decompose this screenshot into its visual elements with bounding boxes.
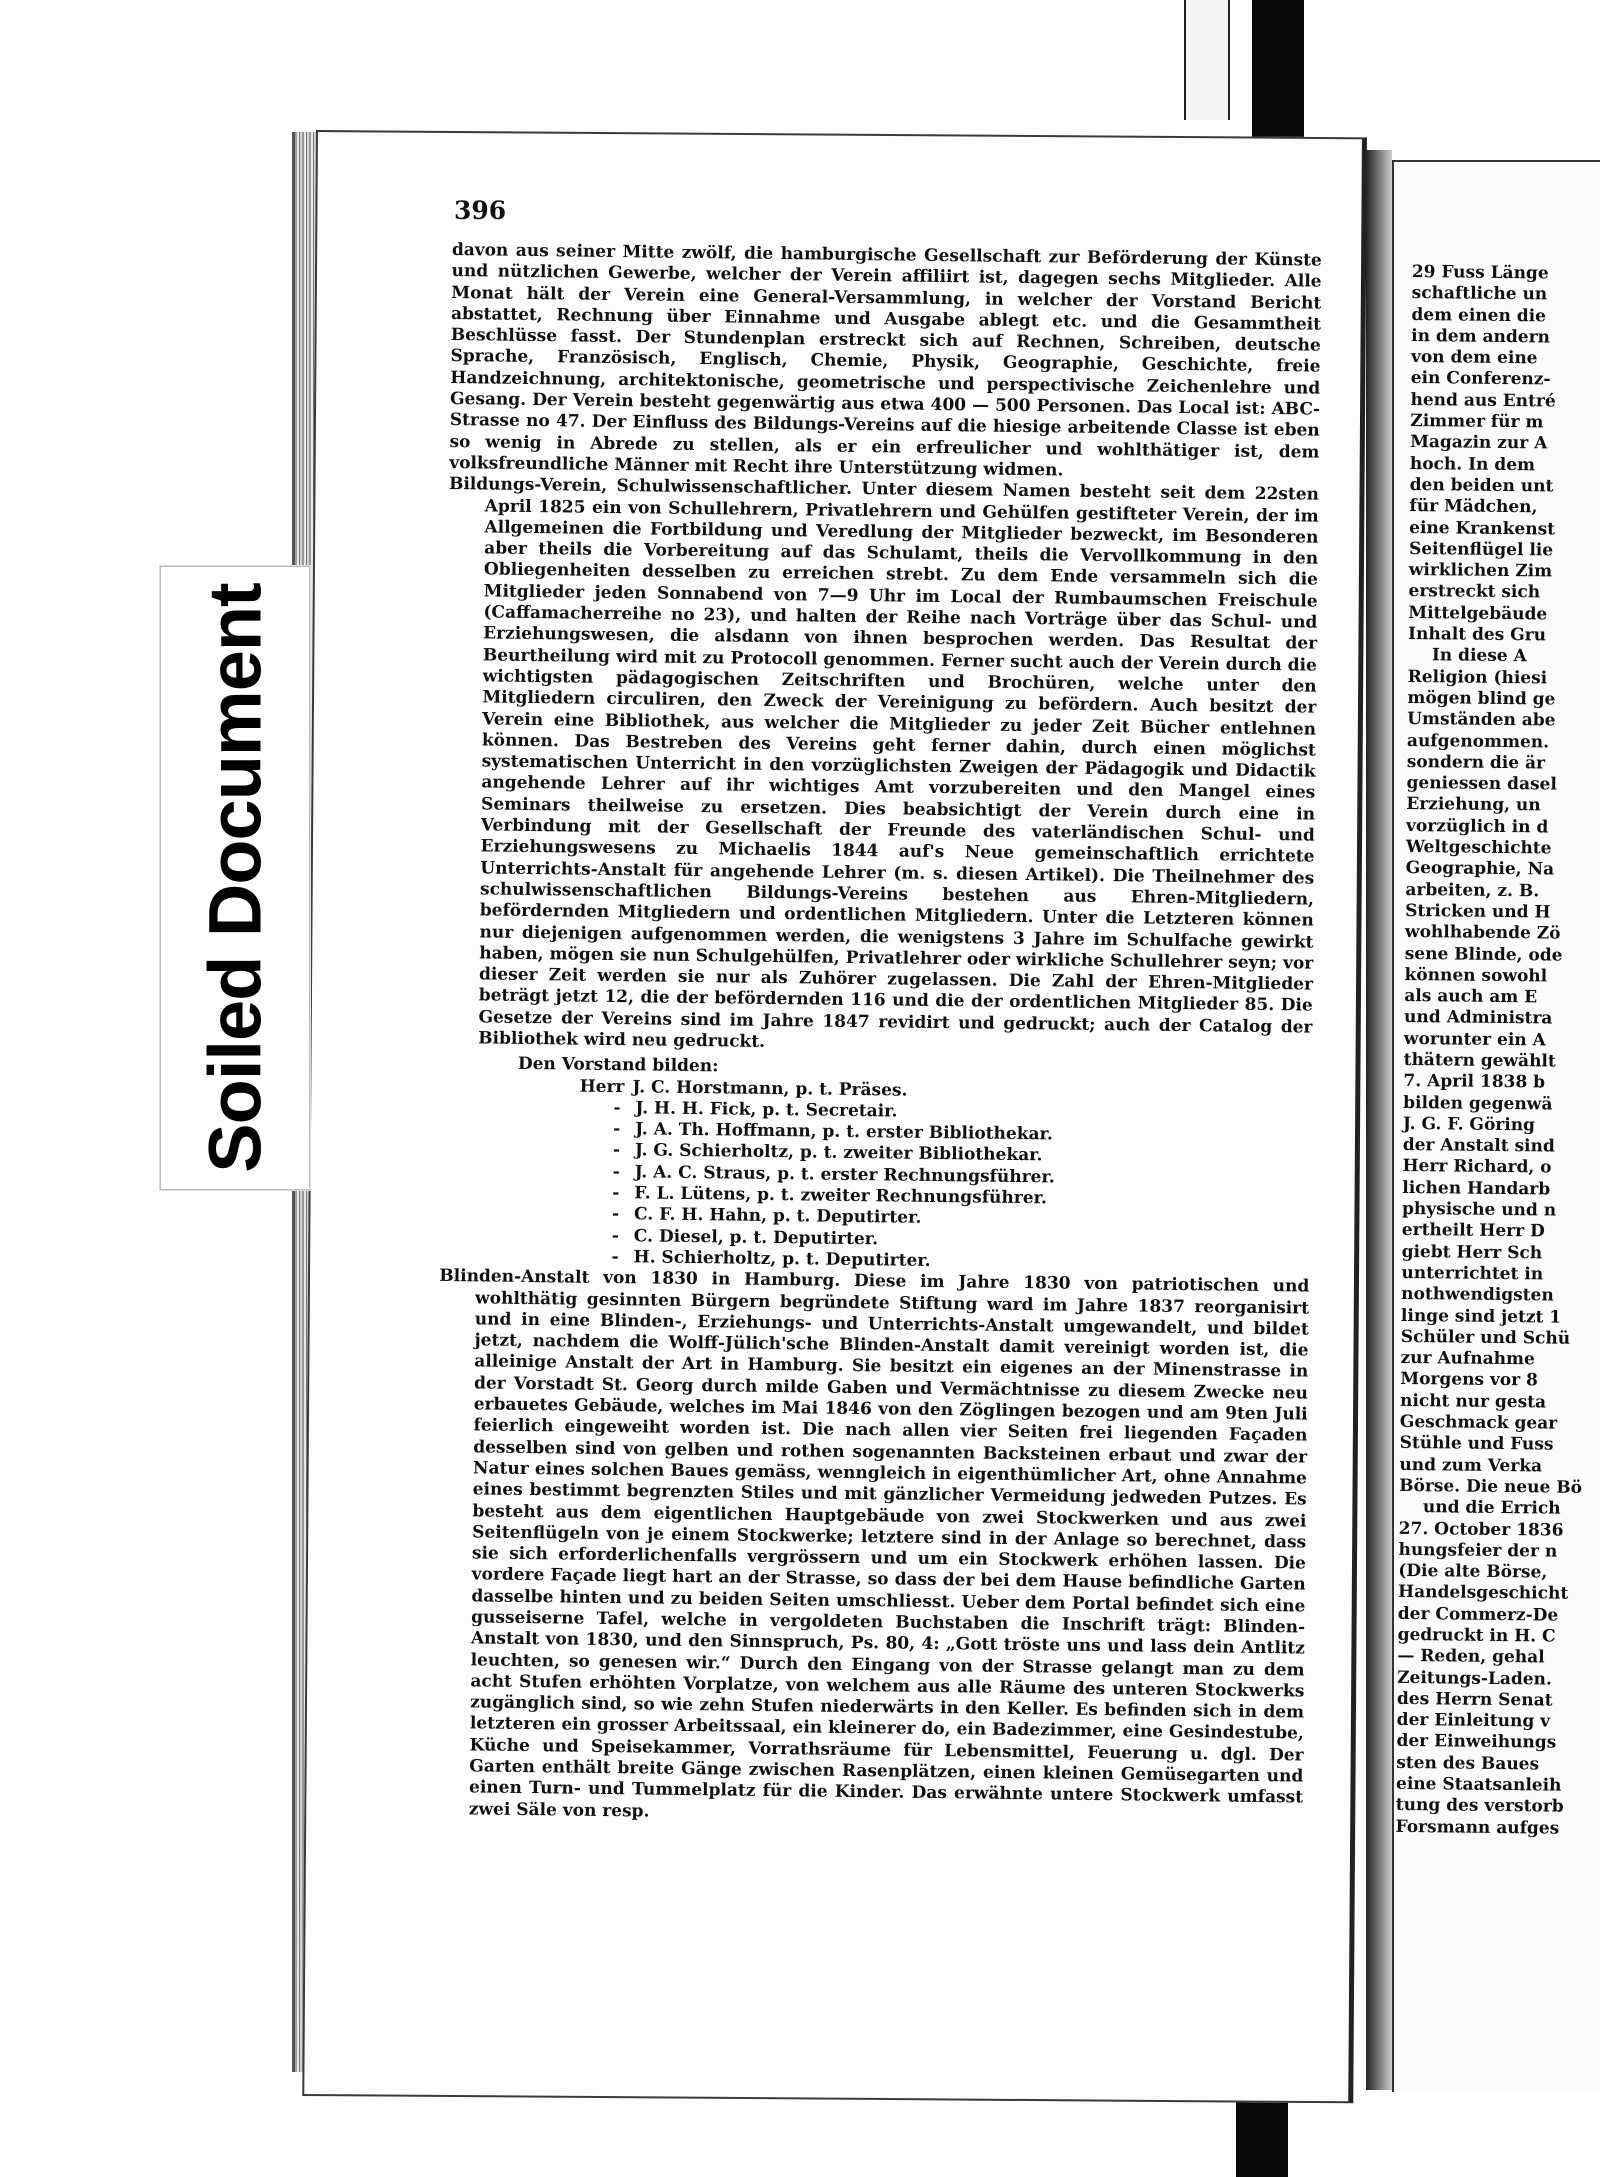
- board-member-prefix: -: [612, 1183, 620, 1204]
- facing-line: Weltgeschichte: [1405, 836, 1552, 859]
- facing-line: Zeitungs-Laden.: [1397, 1667, 1552, 1690]
- facing-line: und zum Verka: [1399, 1454, 1543, 1477]
- facing-line: erstreckt sich: [1408, 581, 1541, 603]
- facing-page: [1392, 160, 1600, 2092]
- facing-line: hoch. In dem: [1409, 453, 1536, 475]
- board-member-name: H. Schierholtz, p. t. Deputirter.: [633, 1247, 931, 1271]
- board-member-prefix: -: [611, 1225, 620, 1246]
- facing-line: Geographie, Na: [1405, 858, 1555, 880]
- facing-line: sondern die är: [1406, 751, 1546, 774]
- facing-line: arbeiten, z. B.: [1405, 879, 1540, 901]
- facing-line: ertheilt Herr D: [1401, 1220, 1545, 1242]
- facing-line: In diese A: [1431, 645, 1527, 667]
- facing-line: Erziehung, un: [1406, 794, 1541, 816]
- facing-line: dem einen die: [1411, 304, 1547, 326]
- facing-line: unterrichtet in: [1401, 1262, 1544, 1285]
- book-gutter: [1366, 150, 1392, 2090]
- facing-line: in dem andern: [1411, 325, 1551, 348]
- entry-blinden-anstalt: Blinden-Anstalt von 1830 in Hamburg. Diese im Jahre 1830 von patriotischen und wohlthätig gesinnten Bürgern begründete Stiftung ward im Jahre 1837 reorganisirt und in eine Blinden-, Erziehungs- und Unterrichts-Anstalt umgewandelt, und bildet jetzt, nachdem die Wolff-Jülich'sche Blinden-Anstalt damit vereinigt worden ist, die alleinige Anstalt der Art in Hamburg. Sie besitzt ein eigenes an der Minenstrasse in der Vorstadt St. Georg durch milde Gaben und Vermächtnisse zu diesem Zwecke neu erbauetes Gebäude, welches im Mai 1846 von den Zöglingen bezogen und am 9ten Juli feierlich eingeweiht worden ist. Die nach allen vier Seiten frei liegenden Façaden desselben sind von gelben und rothen sogenannten Backsteinen erbaut und zwar der Natur eines solchen Baues gemäss, wenngleich in eigenthümlicher Art, ohne Annahme eines bestimmt begrenzten Stiles und mit gänzlicher Vermeidung jedweden Putzes. Es besteht aus dem eigentlichen Hauptgebäude von zwei Stockwerken und aus zwei Seitenflügeln von je einem Stockwerke; letztere sind in der Anlage so berechnet, dass sie sich erforderlichenfalls vergrössern und um ein Stockwerk erhöhen lassen. Die vordere Façade liegt hart an der Strasse, so dass der bei dem Hause befindliche Garten dasselbe hinten und zu beiden Seiten umschliesst. Ueber dem Portal befindet sich eine gusseiserne Tafel, welche in vergoldeten Buchstaben die Inschrift trägt: Blinden-Anstalt von 1830, und den Sinnspruch, Ps. 80, 4: „Gott tröste uns und lass dein Antlitz leuchten, so genesen wir.“ Durch den Eingang von der Strasse gelangt man zu dem acht Stufen erhöhten Vorplatze, von welchem aus alle Räume des unteren Stockwerks zugänglich sind, so wie zehn Stufen niederwärts in den Keller. Es befinden sich in dem letzteren ein grosser Arbeitssaal, ein kleinerer do, ein Badezimmer, eine Gesindestube, Küche und Speisekammer, Vorrathsräume für Lebensmittel, Feuerung u. dgl. Der Garten enthält breite Gänge zwischen Rasenplätzen, einen kleinen Gemüsegarten und einen Turn- und Tummelplatz für die Kinder. Das erwähnte untere Stockwerk umfasst zwei Säle von resp.: [439, 1266, 1310, 1822]
- facing-line: ein Conferenz-: [1410, 368, 1551, 390]
- facing-line: des Herrn Senat: [1396, 1688, 1553, 1711]
- facing-line: lichen Handarb: [1402, 1177, 1551, 1200]
- facing-line: der Einleitung v: [1396, 1710, 1551, 1732]
- board-list: [439, 1053, 1312, 1277]
- facing-line: giebt Herr Sch: [1401, 1241, 1543, 1264]
- page-number: 396: [454, 196, 507, 225]
- facing-page-text: [1395, 262, 1600, 1841]
- facing-line: Religion (hiesi: [1407, 666, 1548, 689]
- facing-line: linge sind jetzt 1: [1400, 1305, 1562, 1328]
- facing-line: Zimmer für m: [1410, 411, 1544, 433]
- facing-line: bilden gegenwä: [1403, 1092, 1553, 1115]
- board-member-name: J. G. Schierholtz, p. t. zweiter Bibliothekar.: [634, 1140, 1043, 1166]
- facing-line: eine Krankenst: [1409, 517, 1556, 540]
- facing-line: Schüler und Schü: [1400, 1326, 1571, 1349]
- facing-line: 29 Fuss Länge: [1411, 262, 1549, 284]
- facing-line: gedruckt in H. C: [1397, 1624, 1556, 1647]
- facing-line: Magazin zur A: [1410, 432, 1548, 454]
- paper-strip: [1184, 0, 1230, 120]
- facing-line: hungsfeier der n: [1398, 1539, 1558, 1562]
- facing-line: Mittelgebäude: [1408, 602, 1548, 625]
- facing-line: Seitenflügel lie: [1408, 538, 1554, 561]
- board-member-name: J. H. H. Fick, p. t. Secretair.: [635, 1098, 898, 1122]
- facing-line: und die Errich: [1422, 1497, 1561, 1519]
- facing-line: Morgens vor 8: [1400, 1369, 1538, 1391]
- facing-line: von dem eine: [1410, 347, 1538, 369]
- facing-line: der Commerz-De: [1397, 1603, 1559, 1626]
- facing-line: aufgenommen.: [1406, 730, 1550, 752]
- facing-line: den beiden unt: [1409, 474, 1554, 497]
- facing-line: nicht nur gesta: [1399, 1390, 1547, 1413]
- board-member-prefix: -: [611, 1204, 620, 1225]
- board-member-name: C. F. H. Hahn, p. t. Deputirter.: [633, 1204, 922, 1229]
- facing-line: worunter ein A: [1403, 1028, 1546, 1051]
- facing-line: wirklichen Zim: [1408, 560, 1553, 582]
- board-member-name: C. Diesel, p. t. Deputirter.: [633, 1225, 879, 1249]
- facing-line: schaftliche un: [1411, 283, 1548, 305]
- entry-bildungs-verein: Bildungs-Verein, Schulwissenschaftlicher. Unter diesem Namen besteht seit dem 22sten April 1825 ein von Schullehrern, Privatlehrern und Gehülfen gestifteter Verein, der im Allgemeinen die Fortbildung und Veredlung der Mitglieder bezweckt, im Besonderen aber theils die Vorbereitung auf das Schulamt, theils die Vervollkommung in den Obliegenheiten desselben zu erreichen strebt. Zu dem Ende versammeln sich die Mitglieder jeden Sonnabend von 7—9 Uhr im Local der Rumbaumschen Freischule (Caffamacherreihe no 23), und halten der Reihe nach Vorträge über das Schul- und Erziehungswesen, die alsdann von ihnen besprochen werden. Das Resultat der Beurtheilung wird mit zu Protocoll genommen. Ferner sucht auch der Verein durch die wichtigsten pädagogischen Zeitschriften und Brochüren, welche unter den Mitgliedern circuliren, den Zweck der Vereinigung zu befördern. Auch besitzt der Verein eine Bibliothek, aus welcher die Mitglieder zu jeder Zeit Bücher entlehnen können. Das Bestreben des Vereins geht ferner dahin, durch einen möglichst systematischen Unterricht in den vorzüglichsten Zweigen der Pädagogik und Didactik angehende Lehrer auf ihr wichtiges Amt vorzubereiten und den Mangel eines Seminars theilweise zu ersetzen. Dies beabsichtigt der Verein durch eine in Verbindung mit der Gesellschaft der Freunde des vaterländischen Schul- und Erziehungswesens zu Michaelis 1844 auf's Neue gemeinschaftlich errichtete Unterrichts-Anstalt für angehende Lehrer (m. s. diesen Artikel). Die Theilnehmer des schulwissenschaftlichen Bildungs-Vereins bestehen aus Ehren-Mitgliedern, befördernden Mitgliedern und ordentlichen Mitgliedern. Unter die Letzteren können nur diejenigen aufgenommen werden, die wenigstens 3 Jahre im Schulfache gewirkt haben, mögen sie nun Schulgehülfen, Privatlehrer oder wirkliche Schullehrer seyn; vor dieser Zeit werden sie nur als Zuhörer zugelassen. Die Zahl der Ehren-Mitglieder beträgt jetzt 12, die der befördernden 116 und die der ordentlichen Mitglieder 85. Die Gesetze der Vereins sind im Jahre 1847 revidirt und gedruckt; auch der Catalog der Bibliothek wird neu gedruckt.: [448, 474, 1320, 1052]
- facing-line: (Die alte Börse,: [1398, 1561, 1548, 1583]
- soiled-document-stamp: [160, 566, 310, 1190]
- board-member-name: J. C. Horstmann, p. t. Präses.: [632, 1076, 908, 1101]
- facing-line: können sowohl: [1404, 964, 1548, 987]
- facing-line: thätern gewählt: [1403, 1049, 1556, 1072]
- facing-line: 27. October 1836: [1398, 1518, 1564, 1541]
- facing-line: als auch am E: [1404, 986, 1538, 1008]
- facing-line: Handelsgeschicht: [1397, 1582, 1569, 1605]
- facing-line: hend aus Entré: [1410, 389, 1556, 412]
- facing-line: zur Aufnahme: [1400, 1348, 1535, 1370]
- board-member-prefix: -: [612, 1140, 621, 1161]
- board-member-prefix: Herr: [579, 1076, 625, 1097]
- board-member-name: J. A. C. Straus, p. t. erster Rechnungsführer.: [634, 1162, 1055, 1188]
- facing-line: geniessen dasel: [1406, 773, 1557, 795]
- facing-line: und Administra: [1403, 1007, 1553, 1029]
- facing-line: Geschmack gear: [1399, 1411, 1558, 1434]
- facing-line: sten des Baues: [1396, 1752, 1540, 1775]
- facing-line: eine Staatsanleih: [1395, 1773, 1562, 1796]
- facing-line: Herr Richard, o: [1402, 1156, 1552, 1178]
- facing-line: sene Blinde, ode: [1404, 943, 1563, 966]
- main-column: [433, 240, 1322, 1830]
- facing-line: physische und n: [1401, 1199, 1557, 1221]
- board-member-prefix: -: [613, 1097, 621, 1118]
- facing-line: Stricken und H: [1405, 900, 1551, 923]
- board-member-prefix: -: [611, 1246, 619, 1268]
- board-member-name: F. L. Lütens, p. t. zweiter Rechnungsführer.: [634, 1183, 1048, 1209]
- board-member-name: J. A. Th. Hoffmann, p. t. erster Bibliothekar.: [635, 1119, 1054, 1145]
- facing-line: Umständen abe: [1407, 709, 1556, 731]
- board-member-prefix: -: [613, 1119, 621, 1140]
- facing-line: der Einweihungs: [1396, 1731, 1557, 1754]
- facing-line: Stühle und Fuss: [1399, 1433, 1554, 1455]
- facing-line: Inhalt des Gru: [1407, 624, 1547, 646]
- facing-line: J. G. F. Göring: [1402, 1113, 1536, 1136]
- facing-line: — Reden, gehal: [1397, 1646, 1545, 1668]
- facing-line: vorzüglich in d: [1405, 815, 1549, 838]
- facing-line: wohlhabende Zö: [1404, 922, 1561, 944]
- facing-line: mögen blind ge: [1407, 687, 1556, 710]
- facing-line: für Mädchen,: [1409, 496, 1538, 518]
- facing-line: Börse. Die neue Bö: [1399, 1475, 1583, 1498]
- board-member-prefix: -: [612, 1161, 620, 1182]
- board-intro: Den Vorstand bilden:: [517, 1054, 719, 1077]
- facing-line: 7. April 1838 b: [1403, 1071, 1546, 1093]
- facing-line: nothwendigsten: [1401, 1284, 1554, 1306]
- stamp-label: Soiled Document: [193, 583, 277, 1173]
- facing-line: Forsmann aufges: [1395, 1816, 1560, 1839]
- paragraph-continuation: davon aus seiner Mitte zwölf, die hamburgische Gesellschaft zur Beförderung der Künste und nützlichen Gewerbe, welcher der Verein affiliirt ist, dagegen sechs Mitglieder. Alle Monat hält der Verein eine General-Versammlung, in welcher der Vorstand Bericht abstattet, Rechnung über Einnahme und Ausgabe ablegt etc. und die Gesammtheit Beschlüsse fasst. Der Stundenplan erstreckt sich auf Rechnen, Schreiben, deutsche Sprache, Französisch, Englisch, Chemie, Physik, Geographie, Geschichte, freie Handzeichnung, architektonische, geometrische und perspectivische Zeichenlehre und Gesang. Der Verein besteht gegenwärtig aus etwa 400 — 500 Personen. Das Local ist: ABC-Strasse no 47. Der Einfluss des Bildungs-Vereins auf die hiesige arbeitende Classe ist eben so wenig in Abrede zu stellen, als er ein erfreulicher und wohlthätiger ist, dem volksfreundliche Männer mit Recht ihre Unterstützung widmen.: [449, 240, 1322, 481]
- facing-line: tung des verstorb: [1395, 1795, 1564, 1818]
- facing-line: der Anstalt sind: [1402, 1135, 1555, 1157]
